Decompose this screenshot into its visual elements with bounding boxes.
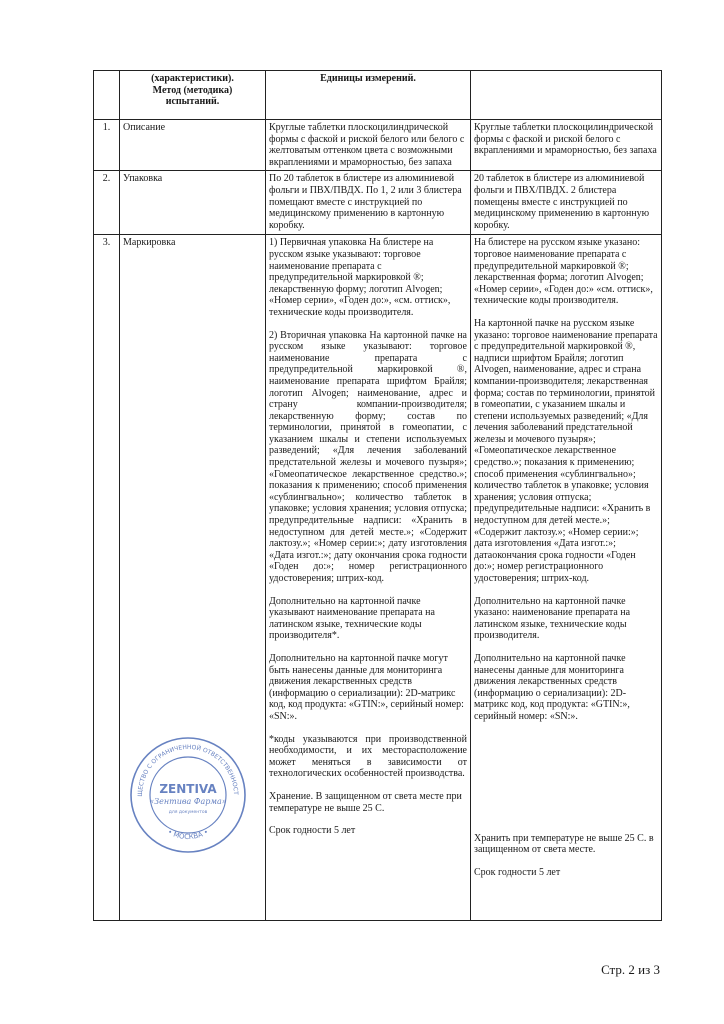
right-paragraph: На картонной пачке на русском языке указано: торговое наименование препарата с предупредительной маркировкой ®, надписи шрифтом Брайля; логотип Alvogen, наименование, адрес и страна компании-производителя; лекарственная форма; состав по терминологии, принятой в гомеопатии, с указанием шкалы и степени используемых разведений; «Для лечения заболеваний предстательной железы и мочевого пузыря»; «Гомеопатическое лекарственное средство.»; показания к применению; способ применения «сублингвально»; количество таблеток в упаковке; условия хранения; условия отпуска; предупредительные надписи: «Хранить в недоступном для детей месте.»; «Содержит лактозу.»; «Номер серии:»; дата изготовления «Дата изгот.:»; датаокончания срока годности «Годен до:»; номер регистрационного удостоверения; штрих-код. [474, 317, 658, 584]
left-paragraph: Срок годности 5 лет [269, 825, 356, 837]
right-paragraph: Круглые таблетки плоскоцилиндрической формы с фаской и риской белого с вкраплениями и мраморностью, без запаха [474, 122, 657, 157]
stamp-graphic [128, 735, 248, 855]
table-row [94, 171, 662, 235]
table-row [94, 120, 662, 171]
row-right-cell [471, 120, 662, 171]
row-number: 2. [94, 171, 120, 235]
left-paragraph: 2) Вторичная упаковка На картонной пачке на русском языке указывают: торговое наименование препарата с предупредительной маркировкой ®, наименование препарата шрифтом Брайля; логотип Alvogen; наименование, адрес и страну компании-производителя; лекарственную форму; состав по терминологии, принятой в гомеопатии, с указанием шкалы и степени используемых разведений; «Для лечения заболеваний предстательной железы и мочевого пузыря»; «Гомеопатическое лекарственное средство.»; показания к применению; способ применения «сублингвально»; количество таблеток в упаковке; условия хранения; условия отпуска; предупредительные надписи: «Хранить в недоступном для детей месте.»; «Содержит лактозу.»; «Номер серии:»; дату изготовления «Дата изгот.:»; дату окончания срока годности «Годен до:»; номер регистрационного удостоверения; штрих-код. [269, 329, 467, 584]
row-number: 1. [94, 120, 120, 171]
left-paragraph: Дополнительно на картонной пачке указывают наименование препарата на латинском языке, технические коды производителя*. [269, 595, 435, 642]
left-paragraph: Круглые таблетки плоскоцилиндрической формы с фаской и риской белого или белого с желтоватым оттенком цвета с возможными вкраплениями и мраморностью, без запаха [269, 122, 465, 168]
header-method-line: Метод (методика) [152, 84, 233, 96]
row-left-cell [266, 235, 471, 921]
right-paragraph: Срок годности 5 лет [474, 866, 561, 878]
header-method-cell [120, 71, 266, 120]
row-number: 3. [94, 235, 120, 921]
stamp-brand: ZENTIVA [159, 782, 217, 796]
row-name: Упаковка [120, 171, 266, 235]
header-method-line: (характеристики). [151, 73, 234, 84]
row-right-cell [471, 235, 662, 921]
row-name: Описание [120, 120, 266, 171]
row-right-cell [471, 171, 662, 235]
left-paragraph: *коды указываются при производственной необходимости, и их месторасположение может меняться в зависимости от технологических особенностей производства. [269, 733, 467, 780]
header-units-cell [266, 71, 471, 120]
row-left-cell [266, 120, 471, 171]
table-header-row [94, 71, 662, 120]
right-paragraph: Хранить при температуре не выше 25 С. в защищенном от света месте. [474, 832, 654, 856]
page-number: Стр. 2 из 3 [601, 962, 660, 977]
right-paragraph: 20 таблеток в блистере из алюминиевой фольги и ПВХ/ПВДХ. 2 блистера помещены вместе с инструкцией по медицинскому применению в картонную коробку. [474, 173, 650, 231]
right-paragraph: Дополнительно на картонной пачке нанесены данные для мониторинга движения лекарственных средств (информацию о сериализации): 2D-матрикс код, код продукта: «GTIN:», серийный номер: «SN:». [474, 652, 630, 722]
left-paragraph: По 20 таблеток в блистере из алюминиевой фольги и ПВХ/ПВДХ. По 1, 2 или 3 блистера помещают вместе с инструкцией по медицинскому применению в картонную коробку. [269, 173, 462, 231]
left-paragraph: Дополнительно на картонной пачке могут быть нанесены данные для мониторинга движения лекарственных средств (информацию о сериализации): 2D-матрикс код, код продукта: «GTIN:», серийный номер: «SN:». [269, 652, 464, 722]
right-paragraph: Дополнительно на картонной пачке указано: наименование препарата на латинском языке, технические коды производителя. [474, 595, 631, 642]
stamp-ring-bottom-text: • МОСКВА • [166, 827, 210, 842]
row-name: Маркировка [120, 235, 266, 921]
company-stamp [128, 735, 248, 855]
stamp-inner-text: для документов [168, 810, 208, 815]
left-paragraph: Хранение. В защищенном от света месте при температуре не выше 25 С. [269, 790, 462, 814]
stamp-subtitle: «Зентива Фарма» [149, 797, 227, 806]
header-method-line: испытаний. [165, 96, 220, 108]
header-num-cell [94, 71, 120, 120]
header-empty-cell [471, 71, 662, 120]
header-units-title: Единицы измерений. [320, 73, 416, 84]
stamp-ring-top-text: ЩЕСТВО С ОГРАНИЧЕННОЙ ОТВЕТСТВЕННОСТ [136, 743, 240, 797]
row-left-cell [266, 171, 471, 235]
right-paragraph: На блистере на русском языке указано: торговое наименование препарата с предупредительной маркировкой ®; лекарственная форма; логотип Alvogen; «Номер серии», «Годен до:» «см. оттиск», технические коды производителя. [474, 237, 653, 307]
left-paragraph: 1) Первичная упаковка На блистере на русском языке указывают: торговое наименование препарата с предупредительной маркировкой ®; лекарственную форму; логотип Alvogen; «Номер серии», «Годен до:», «см. оттиск», технические коды производителя. [269, 237, 451, 318]
